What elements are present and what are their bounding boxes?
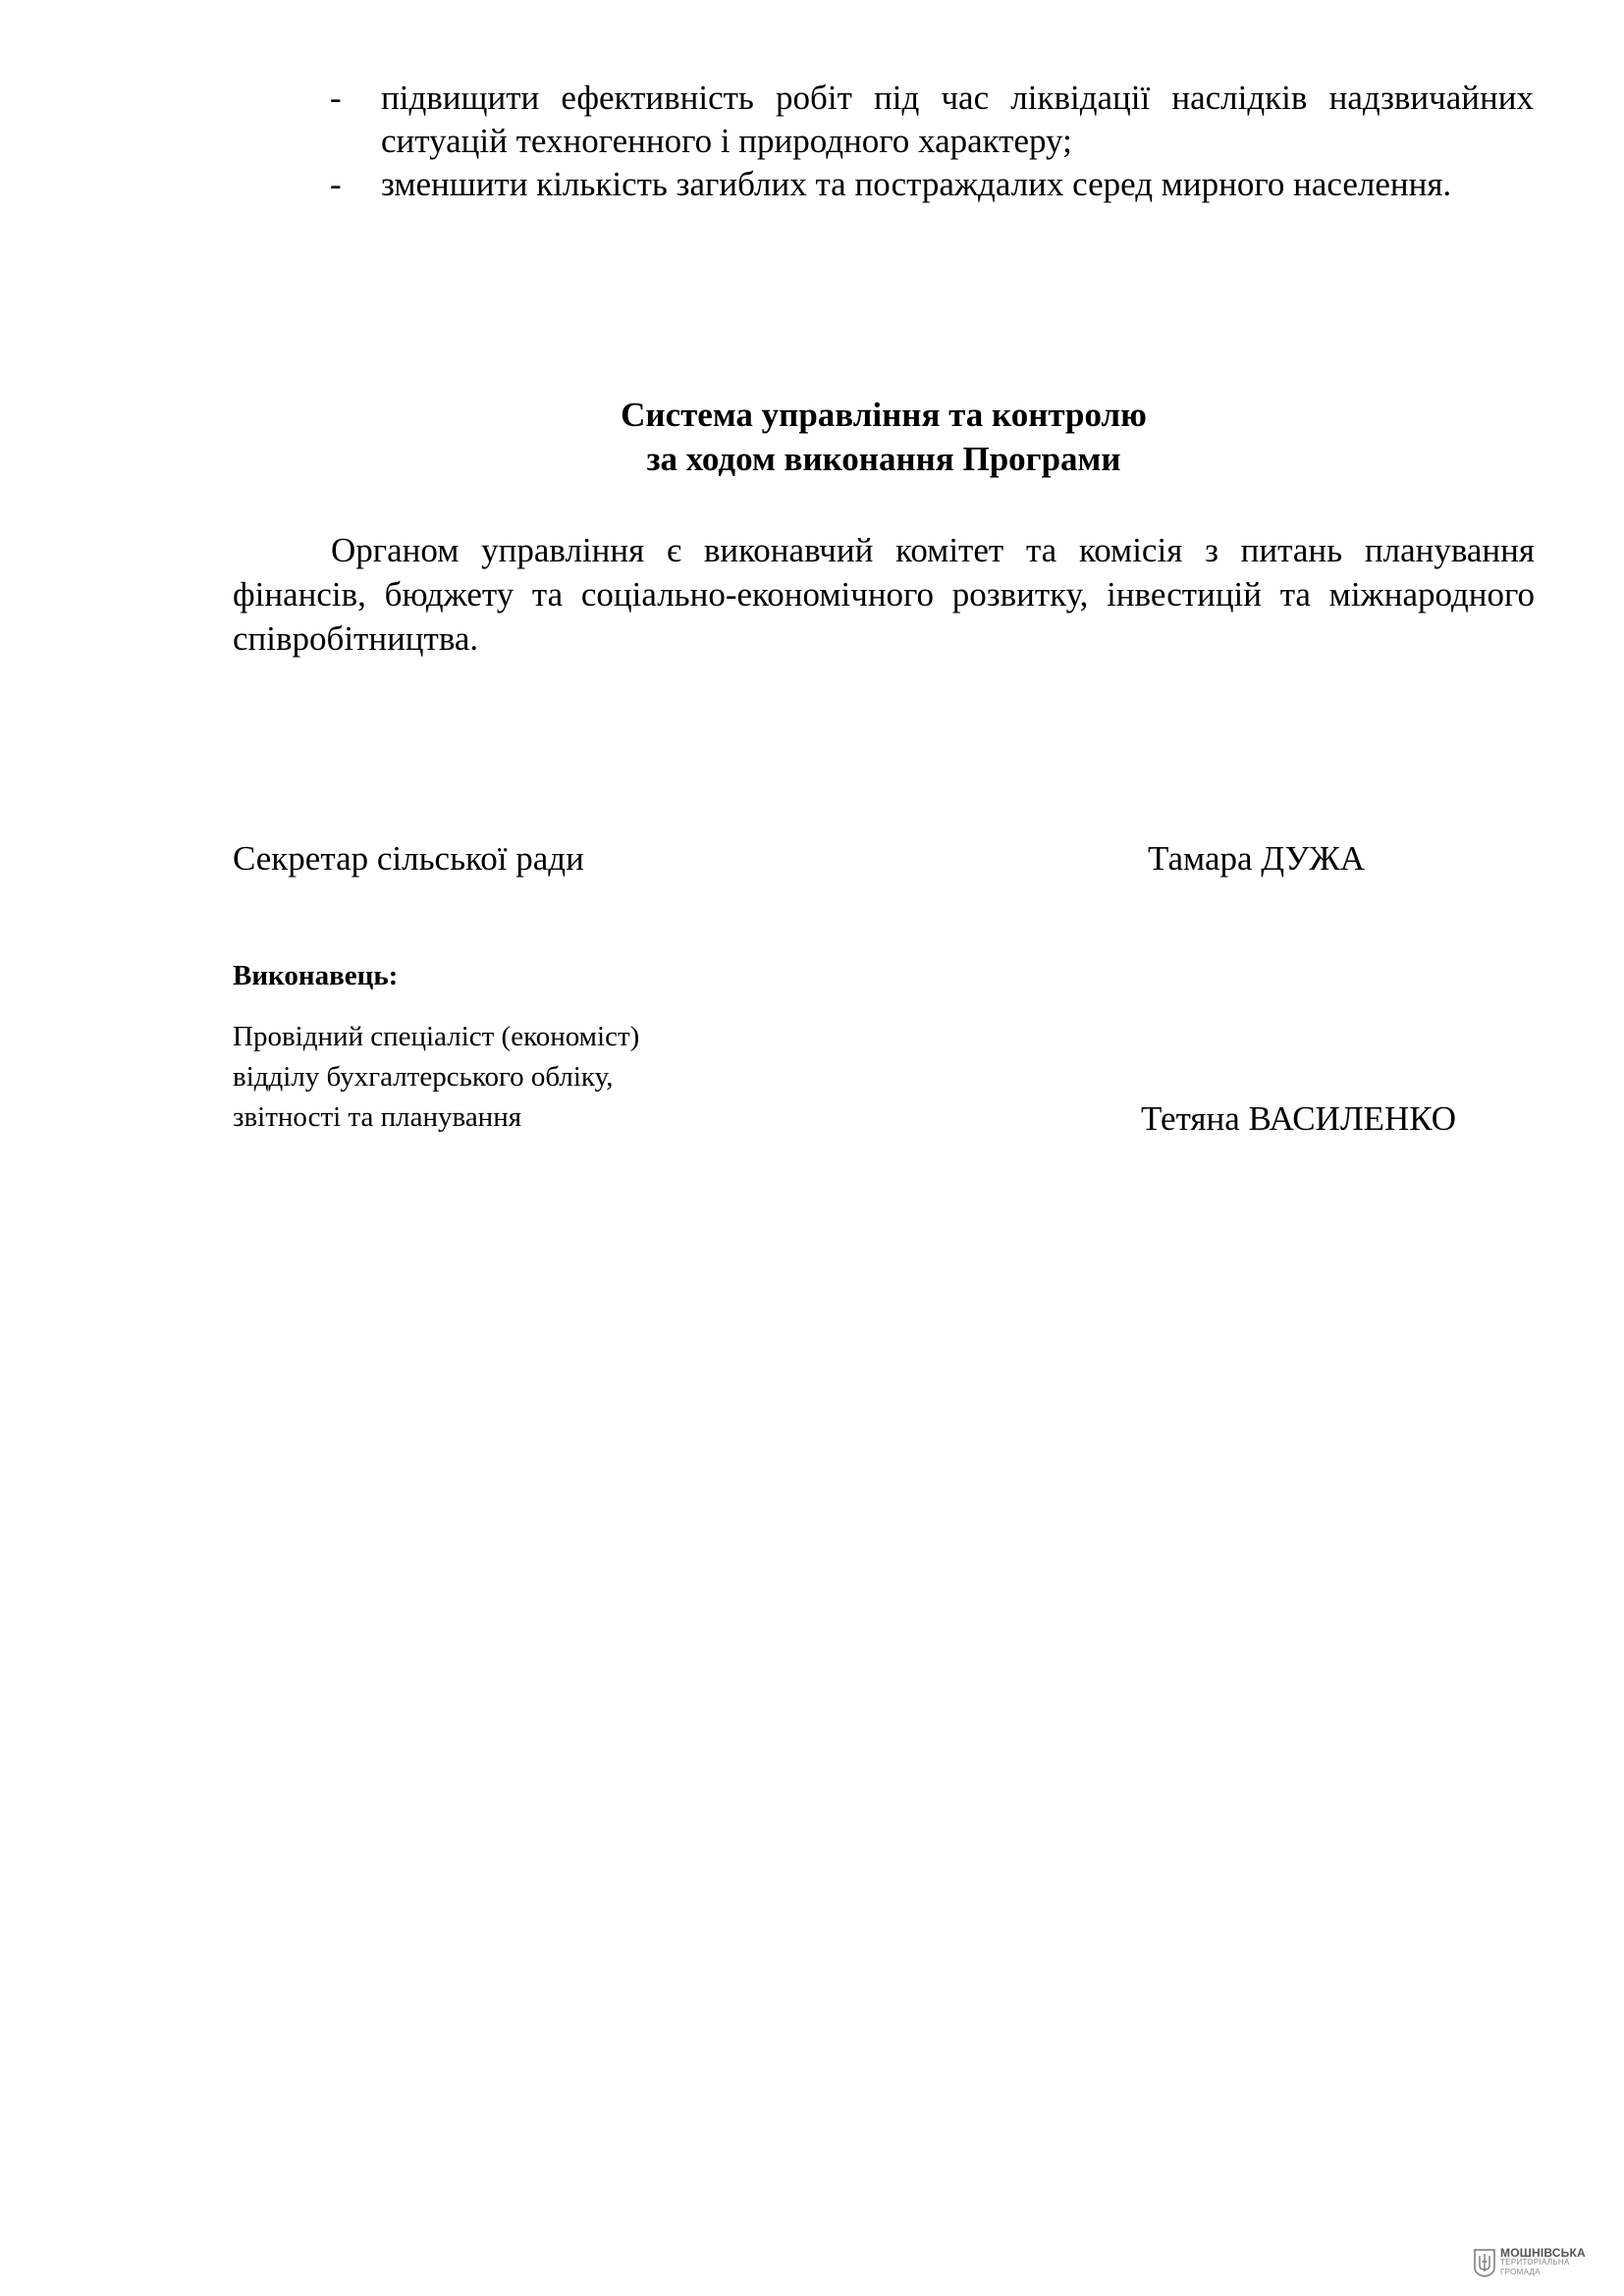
executor-position (233, 1017, 639, 1138)
bullet-dash: - (330, 79, 342, 117)
section-heading (233, 393, 1535, 481)
signature-name: Тамара ДУЖА (1148, 839, 1365, 878)
list-item (330, 77, 1534, 163)
executor-name: Тетяна ВАСИЛЕНКО (1141, 1099, 1456, 1138)
list-item (330, 163, 1534, 206)
bullet-list (330, 77, 1534, 206)
bullet-dash: - (330, 165, 342, 203)
heading-line-1: Система управління та контролю (621, 396, 1147, 434)
community-logo (1473, 2248, 1586, 2277)
logo-text (1500, 2248, 1586, 2277)
logo-title: МОШНІВСЬКА (1500, 2246, 1586, 2260)
heading-line-2: за ходом виконання Програми (646, 440, 1121, 478)
executor-line: Провідний спеціаліст (економіст) (233, 1021, 640, 1052)
executor-line: відділу бухгалтерського обліку, (233, 1061, 614, 1093)
logo-subtitle-2: ГРОМАДА (1500, 2268, 1541, 2276)
signature-role: Секретар сільської ради (233, 839, 584, 878)
executor-line: звітності та планування (233, 1101, 522, 1133)
bullet-text: зменшити кількість загиблих та постраждалих серед мирного населення. (381, 165, 1452, 203)
body-paragraph: Органом управління є виконавчий комітет та комісія з питань планування фінансів, бюджету та соціально-економічного розвитку, інвестицій та міжнародного співробітництва. (233, 531, 1535, 658)
executor-label: Виконавець: (233, 960, 399, 991)
logo-subtitle-1: ТЕРИТОРІАЛЬНА (1500, 2258, 1570, 2267)
trident-icon (1473, 2248, 1496, 2277)
bullet-text: підвищити ефективність робіт під час ліквідації наслідків надзвичайних ситуацій техногенного і природного характеру; (381, 79, 1534, 160)
